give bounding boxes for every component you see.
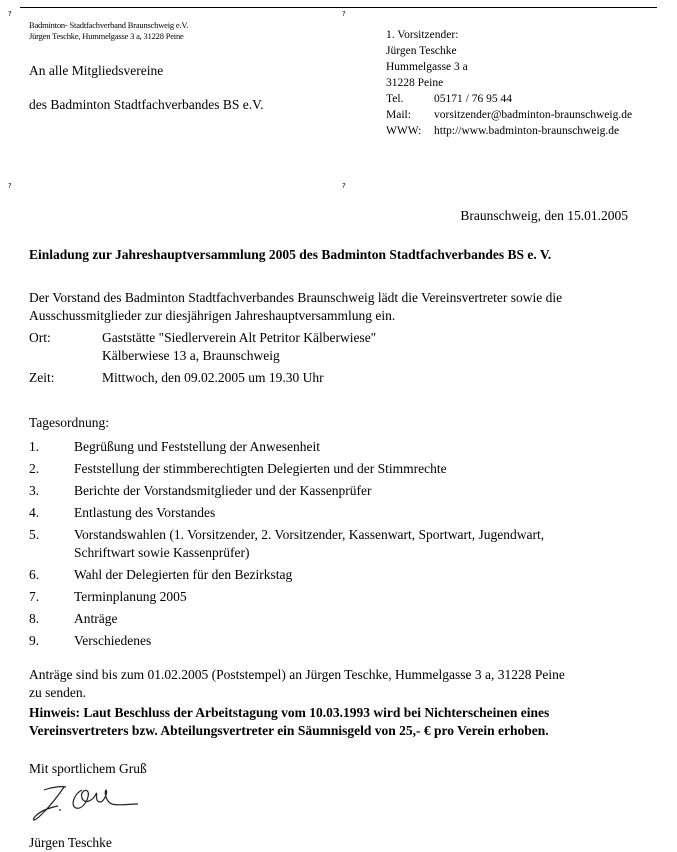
- contact-name: Jürgen Teschke: [386, 45, 457, 57]
- agenda-item: [29, 632, 544, 650]
- agenda-number: 5.: [29, 527, 40, 542]
- contact-phone-row: [386, 91, 632, 107]
- agenda-item: [29, 438, 544, 456]
- agenda-text: Terminplanung 2005: [74, 589, 187, 604]
- header-rule: [20, 7, 657, 8]
- placeholder-mark: ?: [8, 182, 12, 190]
- placeholder-mark: ?: [342, 182, 346, 190]
- contact-city: 31228 Peine: [386, 77, 444, 89]
- time-row: [29, 369, 562, 387]
- agenda-text: Schriftwart sowie Kassenprüfer): [74, 545, 250, 560]
- sender-address: [29, 20, 188, 42]
- phone-value: 05171 / 76 95 44: [434, 93, 512, 105]
- document-title: Einladung zur Jahreshauptversammlung 2005 des Badminton Stadtfachverbandes BS e. V.: [29, 247, 552, 262]
- motions-line: Anträge sind bis zum 01.02.2005 (Poststempel) an Jürgen Teschke, Hummelgasse 3 a, 31228 Peine: [29, 667, 565, 682]
- agenda-item: [29, 526, 544, 562]
- mail-label: Mail:: [386, 109, 411, 121]
- motions-paragraph: [29, 666, 565, 740]
- location-line: Gaststätte "Siedlerverein Alt Petritor Kälberwiese": [102, 330, 377, 345]
- date-line: Braunschweig, den 15.01.2005: [460, 208, 628, 223]
- intro-line: Ausschussmitglieder zur diesjährigen Jahreshauptversammlung ein.: [29, 308, 396, 323]
- agenda-text: Entlastung des Vorstandes: [74, 505, 216, 520]
- agenda-number: 6.: [29, 567, 40, 582]
- contact-role: 1. Vorsitzender:: [386, 29, 459, 41]
- time-label: Zeit:: [29, 370, 55, 385]
- agenda-number: 4.: [29, 505, 40, 520]
- agenda-text: Vorstandswahlen (1. Vorsitzender, 2. Vorsitzender, Kassenwart, Sportwart, Jugendwart,: [74, 527, 545, 542]
- motions-line: zu senden.: [29, 685, 86, 700]
- agenda-item: [29, 504, 544, 522]
- contact-block: [386, 27, 632, 139]
- phone-label: Tel.: [386, 93, 404, 105]
- notice-line: Hinweis: Laut Beschluss der Arbeitstagung vom 10.03.1993 wird bei Nichterscheinen eines: [29, 705, 550, 720]
- agenda-number: 2.: [29, 461, 40, 476]
- sender-line: Badminton- Stadtfachverband Braunschweig e.V.: [29, 20, 189, 30]
- signature-image: [28, 784, 148, 824]
- placeholder-mark: ?: [8, 10, 12, 18]
- agenda-item: [29, 588, 544, 606]
- agenda-text: Verschiedenes: [74, 633, 152, 648]
- location-row: [29, 329, 562, 365]
- agenda-text: Berichte der Vorstandsmitglieder und der Kassenprüfer: [74, 483, 372, 498]
- agenda-list: [29, 438, 544, 654]
- contact-mail-row: [386, 107, 632, 123]
- sender-line: Jürgen Teschke, Hummelgasse 3 a, 31228 Peine: [29, 31, 184, 41]
- notice-paragraph: [29, 704, 565, 740]
- contact-street: Hummelgasse 3 a: [386, 61, 468, 73]
- agenda-heading: Tagesordnung:: [29, 415, 110, 430]
- agenda-text: Begrüßung und Feststellung der Anwesenheit: [74, 439, 320, 454]
- location-label: Ort:: [29, 330, 51, 345]
- web-label: WWW:: [386, 125, 422, 137]
- mail-link[interactable]: vorsitzender@badminton-braunschweig.de: [434, 109, 633, 121]
- signer-name: Jürgen Teschke: [29, 835, 112, 850]
- location-line: Kälberwiese 13 a, Braunschweig: [102, 348, 280, 363]
- agenda-text: Anträge: [74, 611, 118, 626]
- agenda-item: [29, 482, 544, 500]
- intro-line: Der Vorstand des Badminton Stadtfachverbandes Braunschweig lädt die Vereinsvertreter sowie die: [29, 290, 563, 305]
- agenda-text: Feststellung der stimmberechtigten Delegierten und der Stimmrechte: [74, 461, 447, 476]
- recipient-line: An alle Mitgliedsvereine: [29, 63, 164, 78]
- agenda-text: Wahl der Delegierten für den Bezirkstag: [74, 567, 293, 582]
- placeholder-mark: ?: [342, 10, 346, 18]
- agenda-number: 8.: [29, 611, 40, 626]
- intro-paragraph: [29, 289, 562, 387]
- agenda-item: [29, 460, 544, 478]
- agenda-number: 1.: [29, 439, 40, 454]
- closing-greeting: Mit sportlichem Gruß: [29, 761, 147, 776]
- agenda-number: 9.: [29, 633, 40, 648]
- agenda-item: [29, 610, 544, 628]
- agenda-item: [29, 566, 544, 584]
- contact-web-row: [386, 123, 632, 139]
- notice-line: Vereinsvertreters bzw. Abteilungsvertreter ein Säumnisgeld von 25,- € pro Verein erhoben.: [29, 723, 549, 738]
- agenda-number: 7.: [29, 589, 40, 604]
- recipient-line: des Badminton Stadtfachverbandes BS e.V.: [29, 97, 264, 112]
- web-link[interactable]: http://www.badminton-braunschweig.de: [434, 125, 620, 137]
- agenda-number: 3.: [29, 483, 40, 498]
- time-value: Mittwoch, den 09.02.2005 um 19.30 Uhr: [102, 370, 324, 385]
